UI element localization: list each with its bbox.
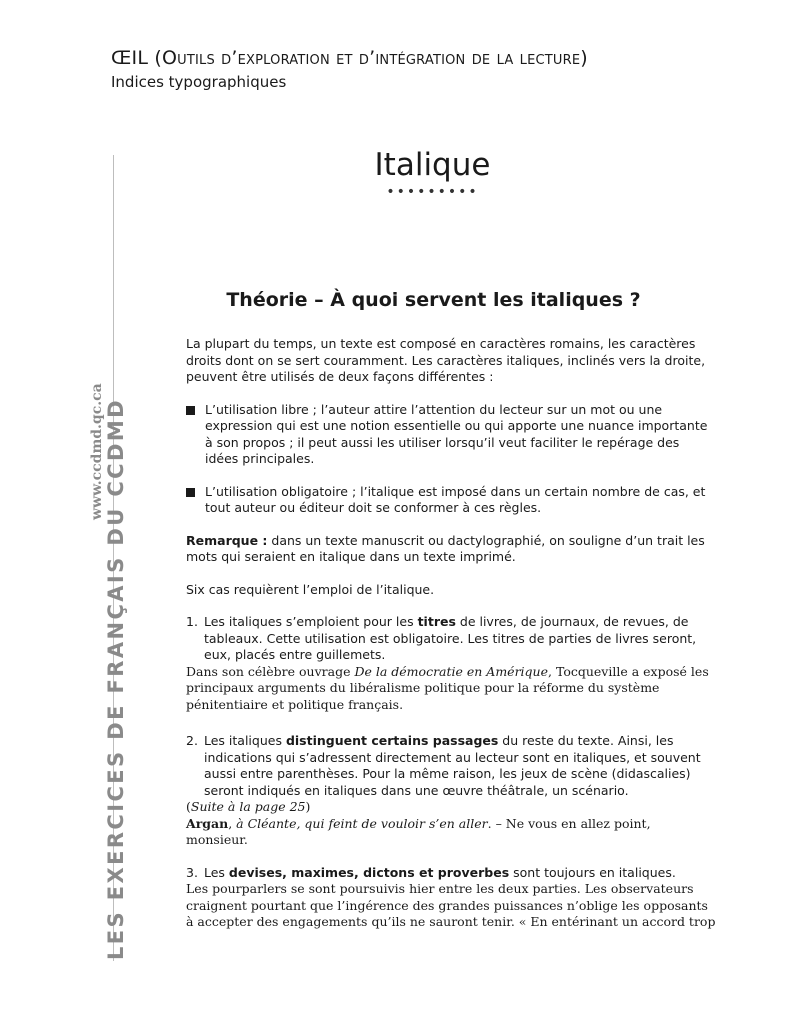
case-number: 3. [186, 864, 198, 880]
section-heading: Théorie – À quoi servent les italiques ? [226, 289, 641, 311]
side-url: www.ccdmd.qc.ca [89, 383, 105, 520]
intro-paragraph: La plupart du temps, un texte est composé en caractères romains, les caractères droits dont on se sert couramment. Les caractères italiques, inclinés vers la droite, peuvent être utilisés de deux façons différentes : [186, 336, 706, 384]
case-number: 1. [186, 614, 198, 629]
example-text-end: . – Ne vous en allez point, monsieur. [186, 815, 651, 847]
remark-text: dans un texte manuscrit ou dactylographié, on souligne d’un trait les mots qui seraient en italique dans un texte imprimé. [186, 532, 705, 564]
case-text-end: de livres, de journaux, de revues, de tableaux. Cette utilisation est obligatoire. Les titres de parties de livres seront, eux, placés entre guillemets. [204, 614, 697, 662]
case-text-end: du reste du texte. Ainsi, les indications qui s’adressent directement au lecteur sont en italiques, et souvent aussi entre parenthèses. Pour la même raison, les jeux de scène (didascalies) seront indiqués en italiques dans une œuvre théâtrale, un scénario. [204, 733, 701, 798]
case-1-example [186, 664, 716, 714]
case-number: 2. [186, 733, 198, 748]
example-character-name: Argan [186, 815, 229, 831]
header-subtitle: Indices typographiques [111, 73, 287, 91]
case-1 [186, 614, 716, 664]
bullet-mandatory-use [186, 484, 716, 517]
header-title-tail: ) [580, 47, 588, 69]
case-keyword: devises, maximes, dictons et proverbes [228, 864, 510, 880]
bullet-text: L’utilisation libre ; l’auteur attire l’attention du lecteur sur un mot ou une expression qui est une notion essentielle ou qui apporte une nuance importante à son propos ; il peut aussi les utiliser lorsqu’il veut faciliter le repérage des idées principales. [205, 401, 708, 466]
header-title-smallcaps: Outils d’exploration et d’intégration de la lecture [161, 47, 581, 69]
six-cases-paragraph: Six cas requièrent l’emploi de l’italique. [186, 581, 435, 597]
example-italic: De la démocratie en Amérique [354, 663, 549, 679]
case-3-example: Les pourparlers se sont poursuivis hier entre les deux parties. Les observateurs craignent pourtant que l’ingérence des grandes puissances n’oblige les opposants à accepter des engagements qu’ils ne sauront tenir. « En entérinant un accord trop [186, 881, 716, 929]
square-bullet-icon [186, 406, 195, 415]
example-stage-direction: à Cléante, qui feint de vouloir s’en aller [236, 815, 488, 831]
title-dots: ••••••••• [386, 184, 479, 200]
bullet-text: L’utilisation obligatoire ; l’italique est imposé dans un certain nombre de cas, et tout auteur ou éditeur doit se conformer à ces règles. [205, 483, 706, 515]
example-text-end: , Tocqueville a exposé les principaux arguments du libéralisme politique pour la réforme du système pénitentiaire et politique français. [186, 663, 709, 712]
case-text: Les italiques s’emploient pour les [204, 614, 418, 629]
remark-paragraph [186, 533, 716, 566]
example-italic: Suite à la page 25 [190, 799, 306, 814]
case-keyword: distinguent certains passages [285, 733, 499, 748]
example-comma: , [228, 815, 237, 831]
bullet-free-use [186, 402, 716, 468]
side-brand: LES EXERCICES DE FRANÇAIS DU CCDMD [104, 398, 128, 960]
example-paren-close: ) [305, 799, 311, 814]
content [186, 336, 716, 931]
header-title-lead: ŒIL ( [111, 47, 162, 69]
example-text: Dans son célèbre ouvrage [186, 663, 355, 679]
case-3 [186, 865, 716, 882]
square-bullet-icon [186, 488, 195, 497]
page-title: Italique [374, 147, 491, 183]
remark-label: Remarque : [186, 532, 268, 548]
header-title [111, 47, 588, 69]
case-2-example-1 [186, 799, 716, 816]
example-paren-open: ( [186, 799, 191, 814]
case-text-end: sont toujours en italiques. [509, 864, 676, 880]
case-text: Les [204, 864, 229, 880]
case-text: Les italiques [204, 733, 286, 748]
case-2-example-2 [186, 816, 716, 849]
case-keyword: titres [417, 614, 456, 629]
case-2 [186, 733, 716, 799]
